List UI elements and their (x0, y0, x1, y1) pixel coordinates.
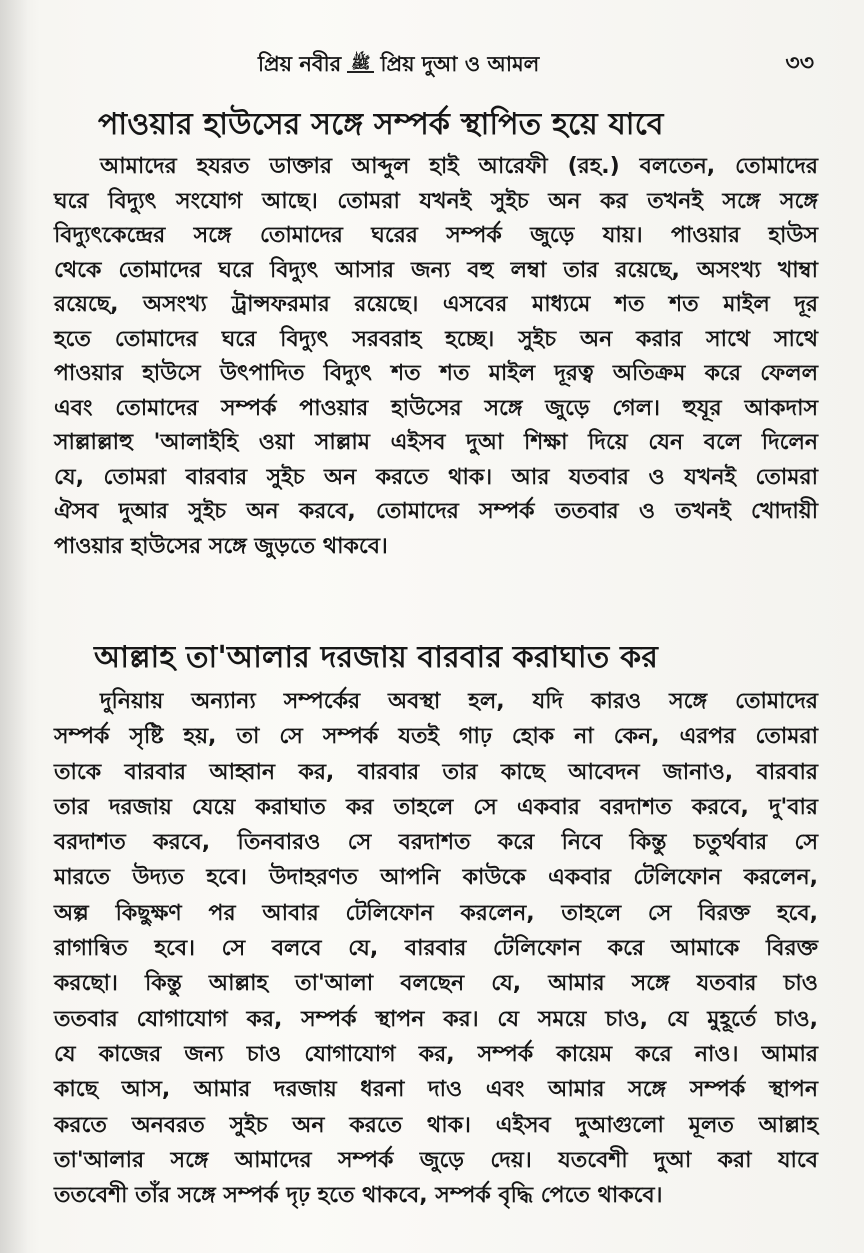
text-line: করতে অনবরত সুইচ অন করতে থাক। এইসব দুআগুলো মূলত আল্লাহ (54, 1112, 818, 1138)
text-line: সাল্লাল্লাহু 'আলাইহি ওয়া সাল্লাম এইসব দুআ শিক্ষা দিয়ে যেন বলে দিলেন (54, 430, 818, 455)
text-line: তাকে বারবার আহ্বান কর, বারবার তার কাছে আবেদন জানাও, বারবার (54, 759, 818, 785)
text-line: কাছে আস, আমার দরজায় ধরনা দাও এবং আমার সঙ্গে সম্পর্ক স্থাপন (54, 1077, 818, 1103)
text-line: থেকে তোমাদের ঘরে বিদ্যুৎ আসার জন্য বহু লম্বা তার রয়েছে, অসংখ্য খাম্বা (54, 257, 818, 283)
text-line: মারতে উদ্যত হবে। উদাহরণত আপনি কাউকে একবার টেলিফোন করলেন, (54, 865, 818, 891)
text-line: তার দরজায় যেয়ে করাঘাত কর তাহলে সে একবার বরদাশত করবে, দু'বার (54, 794, 818, 820)
section-heading-power-house: পাওয়ার হাউসের সঙ্গে সম্পর্ক স্থাপিত হয়ে যাবে (98, 107, 664, 142)
text-line: ততবেশী তাঁর সঙ্গে সম্পর্ক দৃঢ় হতে থাকবে, সম্পর্ক বৃদ্ধি পেতে থাকবে। (54, 1183, 663, 1209)
text-line: এবং তোমাদের সম্পর্ক পাওয়ার হাউসের সঙ্গে জুড়ে গেল। হুযূর আকদাস (54, 395, 818, 421)
text-line: পাওয়ার হাউসে উৎপাদিত বিদ্যুৎ শত শত মাইল দূরত্ব অতিক্রম করে ফেলল (54, 361, 818, 386)
text-line: যে কাজের জন্য চাও যোগাযোগ কর, সম্পর্ক কায়েম করে নাও। আমার (54, 1041, 818, 1067)
running-title-part-1: প্রিয় নবীর (258, 52, 342, 76)
text-line: সম্পর্ক সৃষ্টি হয়, তা সে সম্পর্ক যতই গাঢ় হোক না কেন, এরপর তোমরা (54, 724, 818, 750)
text-line: অল্প কিছুক্ষণ পর আবার টেলিফোন করলেন, তাহলে সে বিরক্ত হবে, (54, 900, 818, 926)
text-line: হতে তোমাদের ঘরে বিদ্যুৎ সরবরাহ হচ্ছে। সুইচ অন করার সাথে সাথে (54, 326, 818, 352)
paragraph-knock-door (54, 684, 818, 1213)
text-line: আমাদের হযরত ডাক্তার আব্দুল হাই আরেফী (রহ.) বলতেন, তোমাদের (100, 154, 818, 179)
text-line: ঘরে বিদ্যুৎ সংযোগ আছে। তোমরা যখনই সুইচ অন কর তখনই সঙ্গে সঙ্গে (54, 188, 818, 214)
section-heading-knock-door: আল্লাহ তা'আলার দরজায় বারবার করাঘাত কর (94, 640, 659, 675)
running-title-part-2: প্রিয় দুআ ও আমল (380, 52, 540, 76)
text-line: ততবার যোগাযোগ কর, সম্পর্ক স্থাপন কর। যে সময়ে চাও, যে মুহূর্তে চাও, (54, 1006, 818, 1032)
text-line: রাগান্বিত হবে। সে বলবে যে, বারবার টেলিফোন করে আমাকে বিরক্ত (54, 936, 818, 962)
text-line: বরদাশত করবে, তিনবারও সে বরদাশত করে নিবে কিন্তু চতুর্থবার সে (54, 830, 818, 856)
text-line: তা'আলার সঙ্গে আমাদের সম্পর্ক জুড়ে দেয়। যতবেশী দুআ করা যাবে (54, 1147, 818, 1173)
text-line: যে, তোমরা বারবার সুইচ অন করতে থাক। আর যতবার ও যখনই তোমরা (54, 464, 818, 490)
paragraph-power-house (54, 150, 818, 564)
running-header (258, 48, 678, 83)
salutation-glyph: ﷺ (347, 55, 374, 73)
page-number: ৩৩ (785, 51, 814, 76)
text-line: রয়েছে, অসংখ্য ট্রান্সফরমার রয়েছে। এসবের মাধ্যমে শত শত মাইল দূর (54, 292, 818, 317)
text-line: বিদ্যুৎকেন্দ্রের সঙ্গে তোমাদের ঘরের সম্পর্ক জুড়ে যায়। পাওয়ার হাউস (54, 223, 818, 248)
text-line: করছো। কিন্তু আল্লাহ তা'আলা বলছেন যে, আমার সঙ্গে যতবার চাও (54, 971, 818, 997)
text-line: ঐসব দুআর সুইচ অন করবে, তোমাদের সম্পর্ক ততবার ও তখনই খোদায়ী (54, 499, 818, 524)
page-gutter-shadow (0, 0, 28, 1253)
text-line: দুনিয়ায় অন্যান্য সম্পর্কের অবস্থা হল, যদি কারও সঙ্গে তোমাদের (100, 689, 818, 714)
text-line: পাওয়ার হাউসের সঙ্গে জুড়তে থাকবে। (54, 533, 388, 559)
